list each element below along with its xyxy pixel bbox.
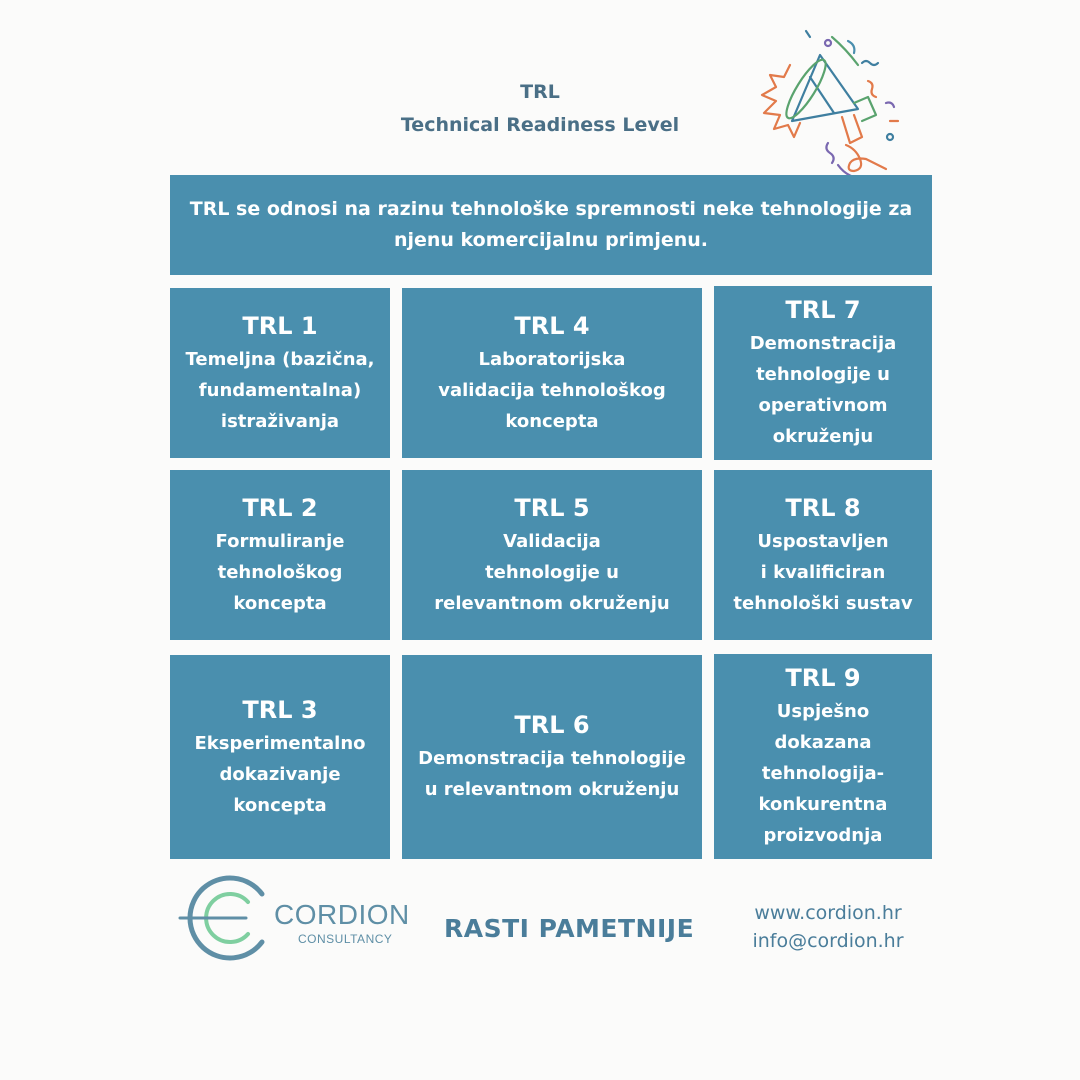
trl-7-label: TRL 7 [785, 296, 861, 324]
brand-subtitle: CONSULTANCY [298, 932, 393, 946]
trl-5-desc: Validacija tehnologije u relevantnom okruženju [434, 530, 670, 614]
brand-name: CORDION [274, 899, 410, 930]
trl-9-desc: Uspješno dokazana tehnologija- konkurentna proizvodnja [758, 701, 888, 846]
cordion-logo-icon [176, 872, 272, 964]
trl-8-card [714, 470, 932, 640]
trl-5-label: TRL 5 [514, 493, 590, 522]
trl-7-card [714, 286, 932, 460]
trl-8-desc: Uspostavljen i kvalificiran tehnološki sustav [733, 530, 913, 614]
trl-6-label: TRL 6 [514, 711, 590, 739]
trl-4-desc: Laboratorijska validacija tehnološkog koncepta [438, 348, 666, 432]
website-link[interactable]: www.cordion.hr [754, 902, 902, 924]
trl-8-label: TRL 8 [785, 493, 861, 522]
trl-6-card [402, 655, 702, 859]
megaphone-icon [750, 25, 910, 195]
trl-1-label: TRL 1 [242, 311, 318, 340]
trl-7-desc: Demonstracija tehnologije u operativnom okruženju [749, 333, 897, 447]
trl-5-card [402, 470, 702, 640]
trl-9-card [714, 654, 932, 859]
intro-banner: TRL se odnosi na razinu tehnološke spremnosti neke tehnologije za njenu komercijalnu primjenu. [170, 175, 932, 275]
page-title-abbr: TRL [520, 81, 560, 103]
trl-1-desc: Temeljna (bazična, fundamentalna) istraživanja [185, 348, 375, 432]
slogan: RASTI PAMETNIJE [444, 914, 695, 943]
trl-4-card [402, 288, 702, 458]
trl-2-label: TRL 2 [242, 493, 318, 522]
trl-2-card [170, 470, 390, 640]
trl-9-label: TRL 9 [785, 664, 861, 692]
email-link[interactable]: info@cordion.hr [752, 930, 904, 952]
trl-3-label: TRL 3 [242, 695, 318, 724]
page-title: Technical Readiness Level [400, 114, 680, 136]
trl-1-card [170, 288, 390, 458]
trl-4-label: TRL 4 [514, 311, 590, 340]
trl-2-desc: Formuliranje tehnološkog koncepta [215, 530, 345, 614]
trl-3-card [170, 655, 390, 859]
trl-6-desc: Demonstracija tehnologije u relevantnom okruženju [418, 748, 686, 800]
trl-3-desc: Eksperimentalno dokazivanje koncepta [194, 732, 366, 816]
